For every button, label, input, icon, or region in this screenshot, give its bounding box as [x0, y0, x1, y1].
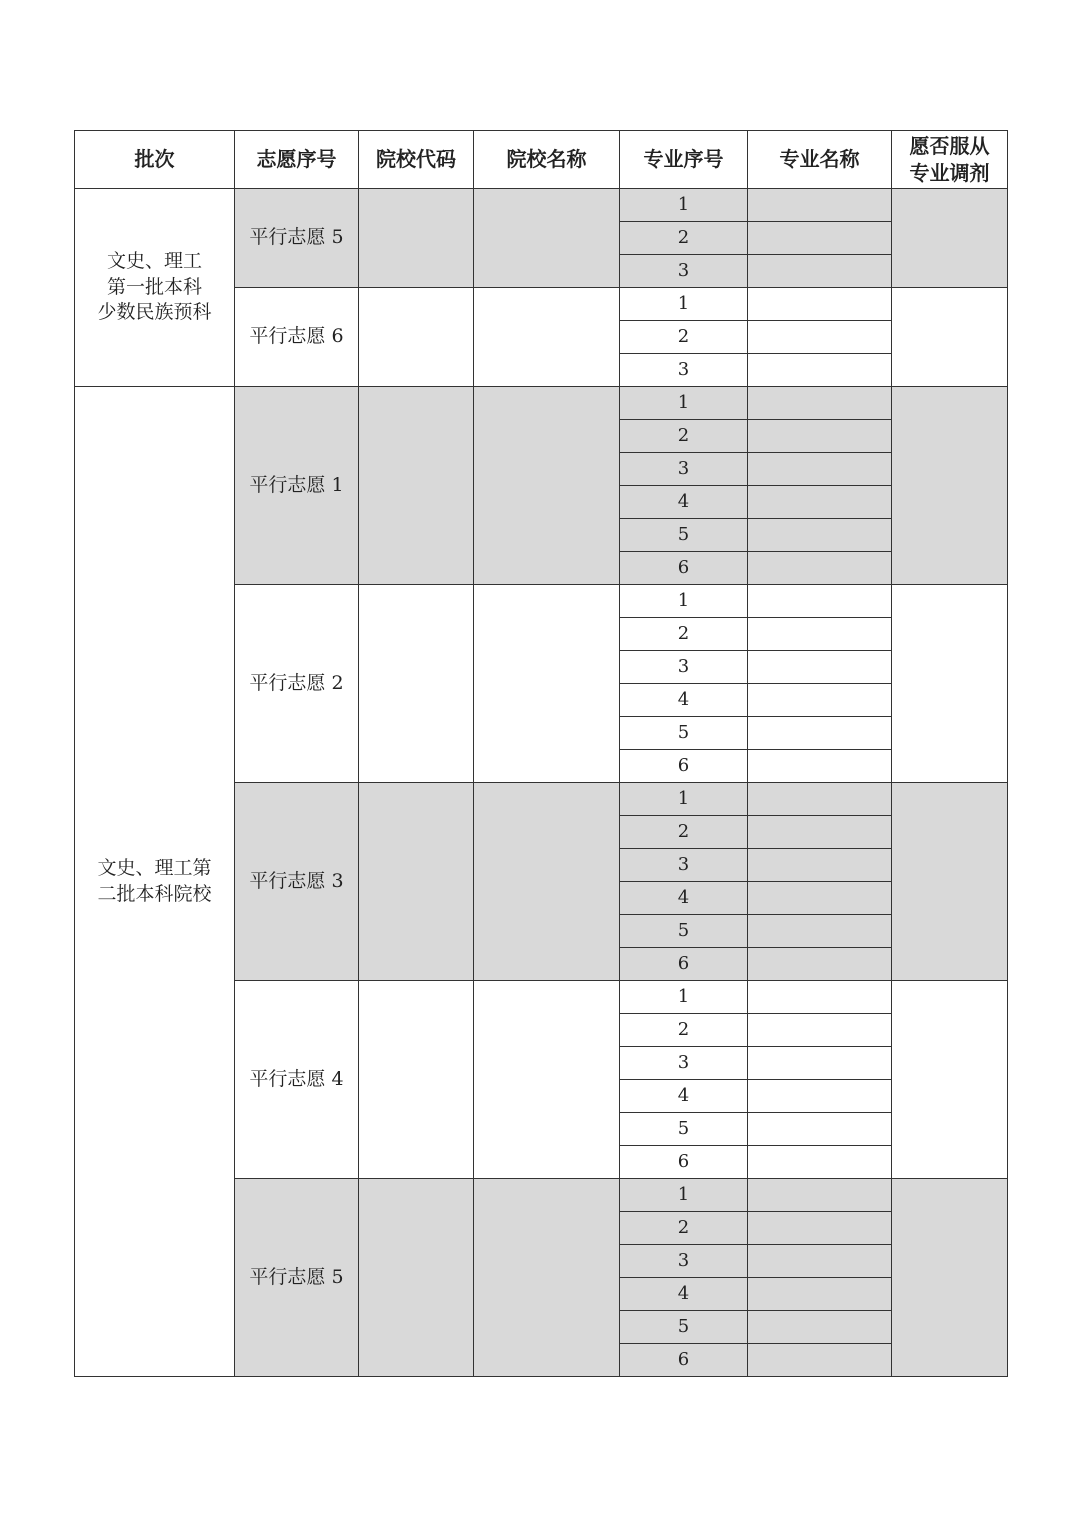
major-name-cell[interactable] [748, 981, 892, 1014]
major-name-cell[interactable] [748, 882, 892, 915]
major-name-cell[interactable] [748, 1212, 892, 1245]
major-name-cell[interactable] [748, 585, 892, 618]
major-row [75, 387, 1008, 420]
pref-no-cell [235, 1179, 359, 1377]
adjust-cell[interactable] [892, 981, 1008, 1179]
major-name-cell[interactable] [748, 684, 892, 717]
school-code-cell[interactable] [359, 1179, 474, 1377]
major-name-cell[interactable] [748, 321, 892, 354]
major-no-cell: 1 [620, 387, 748, 420]
major-name-cell[interactable] [748, 1080, 892, 1113]
major-no-cell: 3 [620, 651, 748, 684]
major-name-cell[interactable] [748, 222, 892, 255]
adjust-cell[interactable] [892, 189, 1008, 288]
major-no-cell: 5 [620, 1311, 748, 1344]
header-pref-no: 志愿序号 [235, 131, 359, 189]
pref-no-cell [235, 387, 359, 585]
school-name-cell[interactable] [474, 1179, 620, 1377]
major-name-cell[interactable] [748, 288, 892, 321]
pref-label: 平行志愿 5 [249, 226, 344, 249]
adjust-cell[interactable] [892, 387, 1008, 585]
major-no-cell: 6 [620, 948, 748, 981]
major-name-cell[interactable] [748, 1146, 892, 1179]
major-no-cell: 3 [620, 255, 748, 288]
major-no-cell: 5 [620, 915, 748, 948]
major-name-cell[interactable] [748, 387, 892, 420]
batch-label-line: 第一批本科 [106, 275, 202, 298]
major-name-cell[interactable] [748, 717, 892, 750]
major-no-cell: 4 [620, 684, 748, 717]
major-no-cell: 2 [620, 816, 748, 849]
school-code-cell[interactable] [359, 288, 474, 387]
major-no-cell: 2 [620, 1014, 748, 1047]
major-no-cell: 1 [620, 783, 748, 816]
major-name-cell[interactable] [748, 1245, 892, 1278]
adjust-cell[interactable] [892, 783, 1008, 981]
batch-label-line: 文史、理工第 [97, 856, 212, 879]
major-no-cell: 3 [620, 849, 748, 882]
school-name-cell[interactable] [474, 981, 620, 1179]
major-no-cell: 1 [620, 585, 748, 618]
major-no-cell: 6 [620, 552, 748, 585]
major-no-cell: 2 [620, 618, 748, 651]
pref-label: 平行志愿 1 [249, 473, 344, 496]
header-adjust-line2: 专业调剂 [909, 160, 990, 185]
pref-label: 平行志愿 3 [249, 869, 344, 892]
major-name-cell[interactable] [748, 486, 892, 519]
major-name-cell[interactable] [748, 354, 892, 387]
major-name-cell[interactable] [748, 1047, 892, 1080]
major-no-cell: 3 [620, 354, 748, 387]
major-no-cell: 6 [620, 1146, 748, 1179]
major-name-cell[interactable] [748, 948, 892, 981]
header-adjust [892, 131, 1008, 189]
pref-no-cell [235, 288, 359, 387]
school-code-cell[interactable] [359, 189, 474, 288]
major-no-cell: 3 [620, 453, 748, 486]
major-name-cell[interactable] [748, 816, 892, 849]
major-no-cell: 2 [620, 1212, 748, 1245]
pref-no-cell [235, 585, 359, 783]
major-name-cell[interactable] [748, 915, 892, 948]
major-name-cell[interactable] [748, 1311, 892, 1344]
school-code-cell[interactable] [359, 783, 474, 981]
school-code-cell[interactable] [359, 387, 474, 585]
adjust-cell[interactable] [892, 585, 1008, 783]
header-row [75, 131, 1008, 189]
header-major-no: 专业序号 [620, 131, 748, 189]
header-school-name: 院校名称 [474, 131, 620, 189]
major-no-cell: 4 [620, 486, 748, 519]
major-no-cell: 3 [620, 1047, 748, 1080]
batch-label [93, 856, 215, 907]
major-name-cell[interactable] [748, 651, 892, 684]
major-name-cell[interactable] [748, 552, 892, 585]
batch-cell [75, 387, 235, 1377]
major-no-cell: 2 [620, 321, 748, 354]
volunteer-form-table [74, 130, 1008, 1377]
major-no-cell: 1 [620, 288, 748, 321]
pref-no-cell [235, 981, 359, 1179]
school-name-cell[interactable] [474, 288, 620, 387]
major-name-cell[interactable] [748, 1344, 892, 1377]
header-major-name: 专业名称 [748, 131, 892, 189]
major-name-cell[interactable] [748, 519, 892, 552]
major-no-cell: 5 [620, 519, 748, 552]
major-name-cell[interactable] [748, 1014, 892, 1047]
major-no-cell: 5 [620, 1113, 748, 1146]
major-no-cell: 4 [620, 1278, 748, 1311]
major-no-cell: 1 [620, 981, 748, 1014]
pref-label: 平行志愿 4 [249, 1067, 344, 1090]
pref-no-cell [235, 783, 359, 981]
adjust-cell[interactable] [892, 1179, 1008, 1377]
major-name-cell[interactable] [748, 750, 892, 783]
major-no-cell: 3 [620, 1245, 748, 1278]
major-no-cell: 1 [620, 1179, 748, 1212]
batch-label [93, 249, 215, 326]
major-name-cell[interactable] [748, 255, 892, 288]
major-no-cell: 6 [620, 750, 748, 783]
header-adjust-line1: 愿否服从 [909, 133, 990, 158]
major-name-cell[interactable] [748, 849, 892, 882]
pref-label: 平行志愿 6 [249, 325, 344, 348]
header-batch: 批次 [75, 131, 235, 189]
batch-label-line: 文史、理工 [106, 250, 202, 273]
school-name-cell[interactable] [474, 585, 620, 783]
major-name-cell[interactable] [748, 453, 892, 486]
school-name-cell[interactable] [474, 387, 620, 585]
pref-label: 平行志愿 2 [249, 671, 344, 694]
major-no-cell: 1 [620, 189, 748, 222]
major-no-cell: 4 [620, 1080, 748, 1113]
school-name-cell[interactable] [474, 189, 620, 288]
school-code-cell[interactable] [359, 585, 474, 783]
pref-label: 平行志愿 5 [249, 1265, 344, 1288]
major-row [75, 189, 1008, 222]
header-school-code: 院校代码 [359, 131, 474, 189]
major-no-cell: 5 [620, 717, 748, 750]
major-name-cell[interactable] [748, 1179, 892, 1212]
major-no-cell: 2 [620, 222, 748, 255]
major-name-cell[interactable] [748, 783, 892, 816]
school-name-cell[interactable] [474, 783, 620, 981]
major-name-cell[interactable] [748, 1278, 892, 1311]
major-name-cell[interactable] [748, 618, 892, 651]
major-no-cell: 2 [620, 420, 748, 453]
pref-no-cell [235, 189, 359, 288]
batch-label-line: 二批本科院校 [97, 882, 212, 905]
major-name-cell[interactable] [748, 189, 892, 222]
batch-cell [75, 189, 235, 387]
major-name-cell[interactable] [748, 1113, 892, 1146]
batch-label-line: 少数民族预科 [97, 301, 212, 324]
major-no-cell: 6 [620, 1344, 748, 1377]
adjust-cell[interactable] [892, 288, 1008, 387]
major-no-cell: 4 [620, 882, 748, 915]
school-code-cell[interactable] [359, 981, 474, 1179]
major-name-cell[interactable] [748, 420, 892, 453]
